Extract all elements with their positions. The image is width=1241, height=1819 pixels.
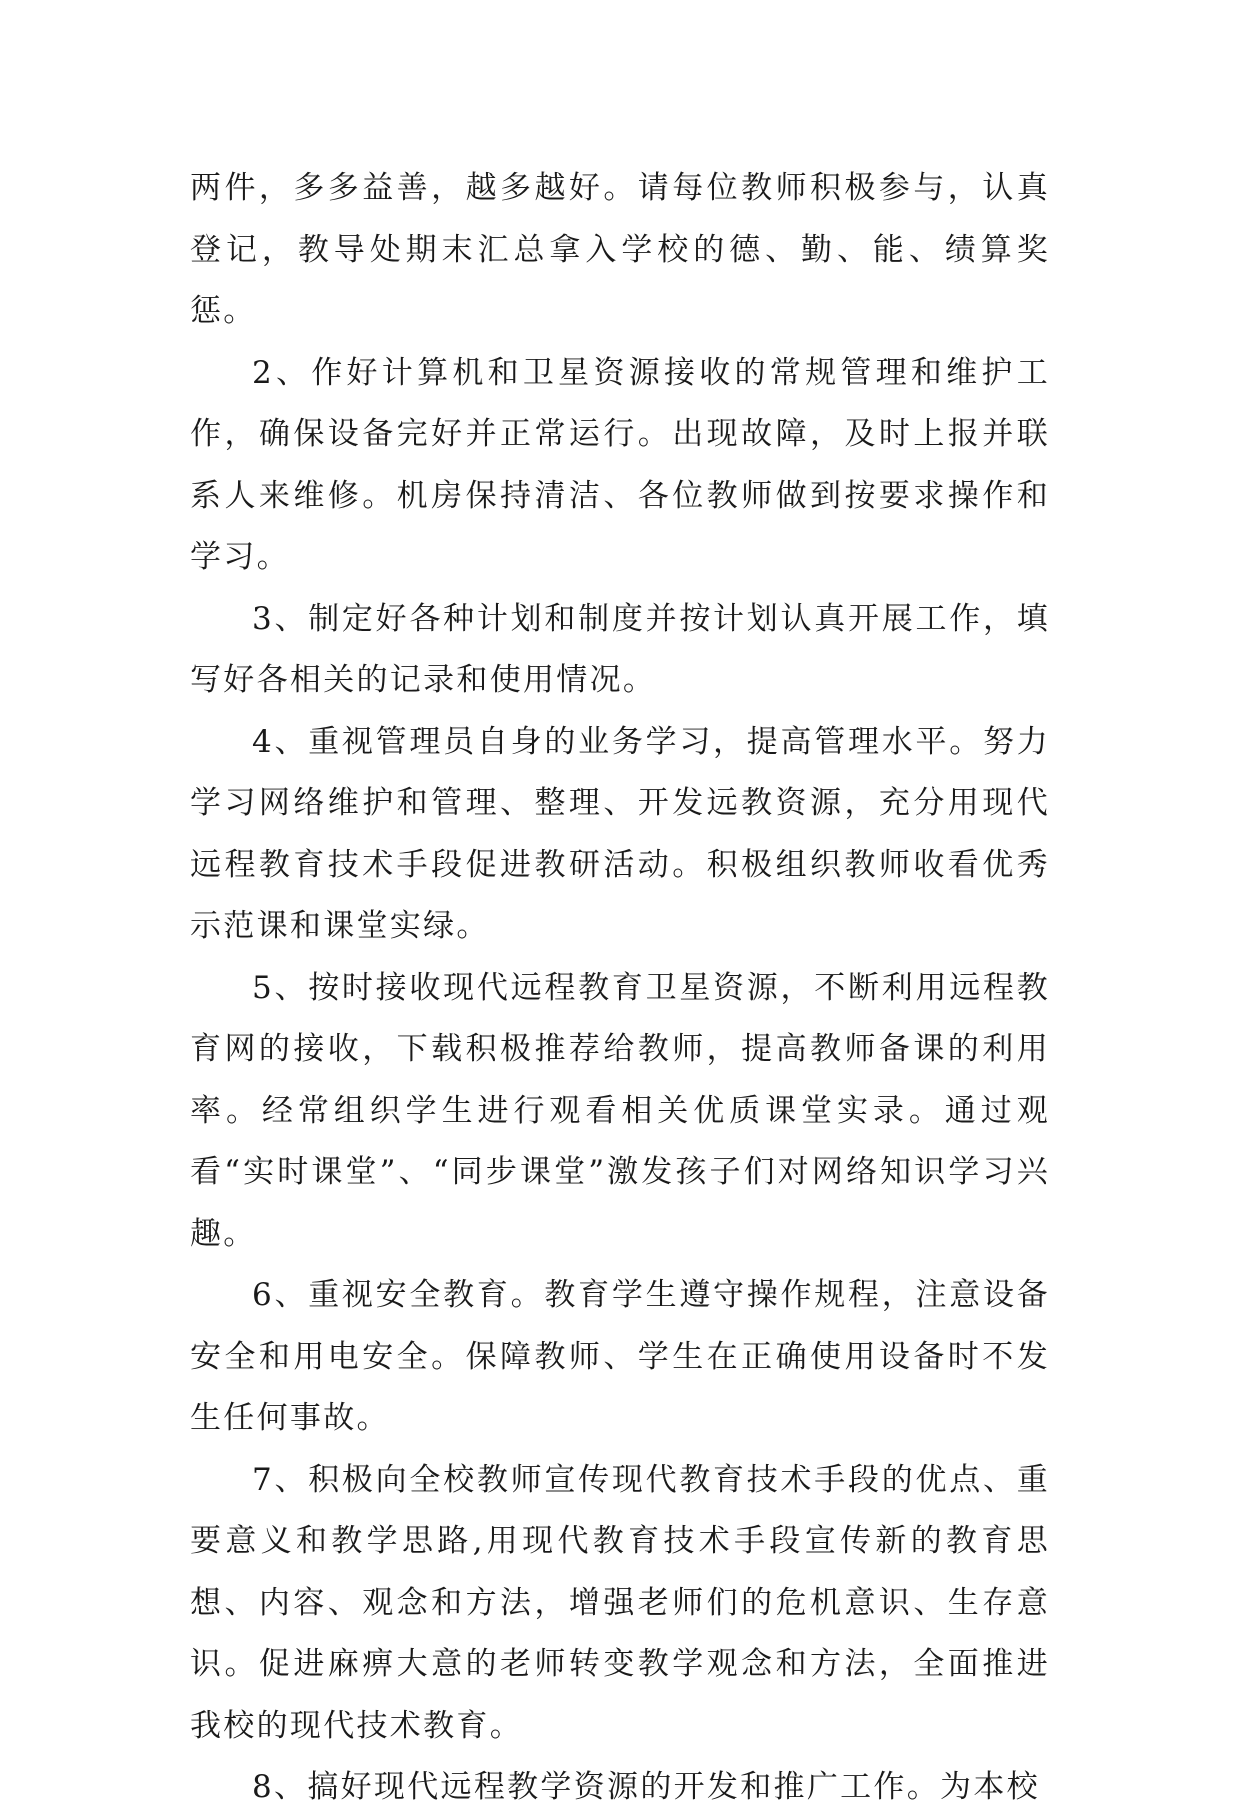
paragraph-item-3: 3、制定好各种计划和制度并按计划认真开展工作，填写好各相关的记录和使用情况。 <box>190 600 1050 698</box>
paragraph-item-2: 2、作好计算机和卫星资源接收的常规管理和维护工作，确保设备完好并正常运行。出现故障，及时上报并联系人来维修。机房保持清洁、各位教师做到按要求操作和学习。 <box>190 354 1050 575</box>
paragraph-item-6: 6、重视安全教育。教育学生遵守操作规程，注意设备安全和用电安全。保障教师、学生在正确使用设备时不发生任何事故。 <box>190 1277 1050 1436</box>
paragraph-item-5: 5、按时接收现代远程教育卫星资源，不断利用远程教育网的接收，下载积极推荐给教师，提高教师备课的利用率。经常组织学生进行观看相关优质课堂实录。通过观看“实时课堂”、“同步课堂”激发孩子们对网络知识学习兴趣。 <box>190 969 1050 1252</box>
document-body <box>190 158 1050 1819</box>
paragraph-item-8: 8、搞好现代远程教学资源的开发和推广工作。为本校 <box>252 1769 1040 1805</box>
paragraph-item-4: 4、重视管理员自身的业务学习，提高管理水平。努力学习网络维护和管理、整理、开发远教资源，充分用现代远程教育技术手段促进教研活动。积极组织教师收看优秀示范课和课堂实绿。 <box>190 723 1050 944</box>
paragraph-item-7: 7、积极向全校教师宣传现代教育技术手段的优点、重要意义和教学思路,用现代教育技术手段宣传新的教育思想、内容、观念和方法，增强老师们的危机意识、生存意识。促进麻痹大意的老师转变教学观念和方法，全面推进我校的现代技术教育。 <box>190 1461 1050 1744</box>
paragraph-continuation: 两件，多多益善，越多越好。请每位教师积极参与，认真登记，教导处期末汇总拿入学校的德、勤、能、绩算奖惩。 <box>190 170 1050 329</box>
